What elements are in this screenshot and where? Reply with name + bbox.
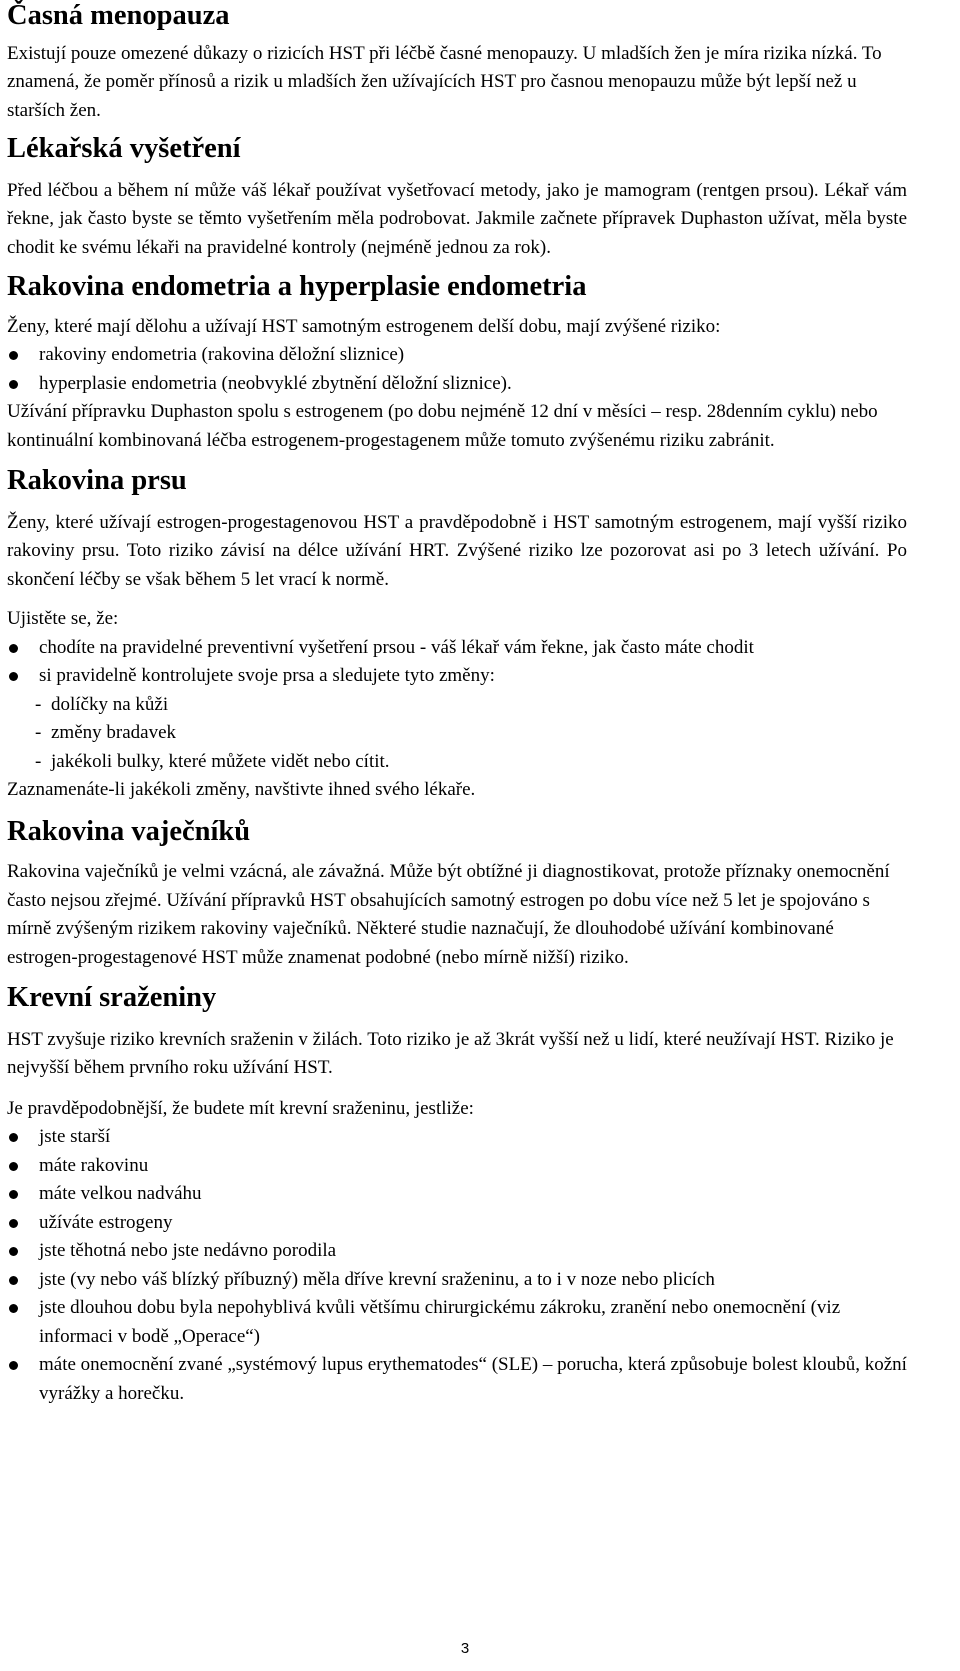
list-item: máte onemocnění zvané „systémový lupus erythematodes“ (SLE) – porucha, která způsobuje bolest kloubů, kožní vyrážky a horečku.: [7, 1351, 907, 1408]
list-item: si pravidelně kontrolujete svoje prsa a sledujete tyto změny:: [7, 662, 907, 691]
list-item: chodíte na pravidelné preventivní vyšetření prsou - váš lékař vám řekne, jak často máte chodit: [7, 634, 907, 663]
bullet-icon: [9, 1190, 18, 1199]
bullet-icon: [9, 351, 18, 360]
bullet-icon: [9, 1304, 18, 1313]
list-item: - změny bradavek: [35, 722, 177, 743]
list-item: máte velkou nadváhu: [7, 1180, 907, 1209]
heading-blood-clots: Krevní sraženiny: [7, 982, 217, 1013]
list-item: užíváte estrogeny: [7, 1209, 907, 1238]
bullet-icon: [9, 1276, 18, 1285]
list-item: jste těhotná nebo jste nedávno porodila: [7, 1237, 907, 1266]
paragraph-ovarian-cancer: Rakovina vaječníků je velmi vzácná, ale závažná. Může být obtížné ji diagnostikovat, protože příznaky onemocnění často nejsou zřejmé. Užívání přípravků HST obsahujících samotný estrogen po dobu více než 5 let je spojováno s mírně zvýšeným rizikem rakoviny vaječníků. Některé studie naznačují, že dlouhodobé užívání kombinované estrogen-progestagenové HST může znamenat podobné (nebo mírně nižší) riziko.: [7, 861, 890, 968]
paragraph-breast-check-intro: Ujistěte se, že:: [7, 608, 119, 629]
bullet-icon: [9, 1133, 18, 1142]
paragraph-blood-clots-intro: Je pravděpodobnější, že budete mít krevní sraženinu, jestliže:: [7, 1097, 474, 1119]
paragraph-medical-exams: Před léčbou a během ní může váš lékař používat vyšetřovací metody, jako je mamogram (rentgen prsou). Lékař vám řekne, jak často byste se těmto vyšetřením měla podrobovat. Jakmile začnete přípravek Duphaston užívat, měla byste chodit ke svému lékaři na pravidelné kontroly (nejméně jednou za rok).: [7, 179, 907, 258]
page-number: 3: [460, 1640, 470, 1657]
heading-ovarian-cancer: Rakovina vaječníků: [7, 815, 251, 847]
heading-breast-cancer: Rakovina prsu: [7, 465, 187, 496]
heading-endometrial-cancer: Rakovina endometria a hyperplasie endometria: [7, 271, 587, 302]
bullet-icon: [9, 644, 18, 653]
list-item: rakoviny endometria (rakovina děložní sliznice): [7, 341, 907, 370]
list-item: - jakékoli bulky, které můžete vidět nebo cítit.: [35, 750, 390, 772]
paragraph-endometrial-prevention: Užívání přípravku Duphaston spolu s estrogenem (po dobu nejméně 12 dní v měsíci – resp. 28denním cyklu) nebo kontinuální kombinovaná léčba estrogenem-progestagenem může tomuto zvýšenému riziku zabránit.: [7, 401, 878, 451]
paragraph-early-menopause: Existují pouze omezené důkazy o rizicích HST při léčbě časné menopauzy. U mladších žen je míra rizika nízká. To znamená, že poměr přínosů a rizik u mladších žen užívajících HST pro časnou menopauzu může být lepší než u starších žen.: [7, 42, 882, 121]
bullet-icon: [9, 1247, 18, 1256]
list-item: máte rakovinu: [7, 1152, 907, 1181]
list-item: jste dlouhou dobu byla nepohyblivá kvůli většímu chirurgickému zákroku, zranění nebo onemocnění (viz informaci v bodě „Operace“): [7, 1294, 907, 1351]
breast-changes-list: [7, 691, 907, 777]
endometrial-risk-list: [7, 341, 907, 398]
paragraph-breast-cancer: Ženy, které užívají estrogen-progestagenovou HST a pravděpodobně i HST samotným estrogenem, mají vyšší riziko rakoviny prsu. Toto riziko závisí na délce užívání HRT. Zvýšené riziko lze pozorovat asi po 3 letech užívání. Po skončení léčby se však během 5 let vrací k normě.: [7, 511, 907, 590]
heading-medical-exams: Lékařská vyšetření: [7, 133, 241, 164]
breast-check-list: [7, 634, 907, 691]
blood-clot-risk-list: [7, 1123, 907, 1408]
bullet-icon: [9, 1162, 18, 1171]
bullet-icon: [9, 672, 18, 681]
document-page: [7, 0, 907, 1408]
bullet-icon: [9, 380, 18, 389]
heading-early-menopause: Časná menopauza: [7, 0, 230, 31]
paragraph-blood-clots: HST zvyšuje riziko krevních sraženin v žilách. Toto riziko je až 3krát vyšší než u lidí, které neužívají HST. Riziko je nejvyšší během prvního roku užívání HST.: [7, 1028, 894, 1078]
list-item: hyperplasie endometria (neobvyklé zbytnění děložní sliznice).: [7, 370, 907, 399]
paragraph-endometrial-intro: Ženy, které mají dělohu a užívají HST samotným estrogenem delší dobu, mají zvýšené riziko:: [7, 315, 721, 337]
list-item: jste (vy nebo váš blízký příbuzný) měla dříve krevní sraženinu, a to i v noze nebo plicích: [7, 1266, 907, 1295]
bullet-icon: [9, 1361, 18, 1370]
list-item: jste starší: [7, 1123, 907, 1152]
bullet-icon: [9, 1219, 18, 1228]
paragraph-breast-outro: Zaznamenáte-li jakékoli změny, navštivte ihned svého lékaře.: [7, 779, 476, 800]
list-item: - dolíčky na kůži: [35, 693, 169, 715]
